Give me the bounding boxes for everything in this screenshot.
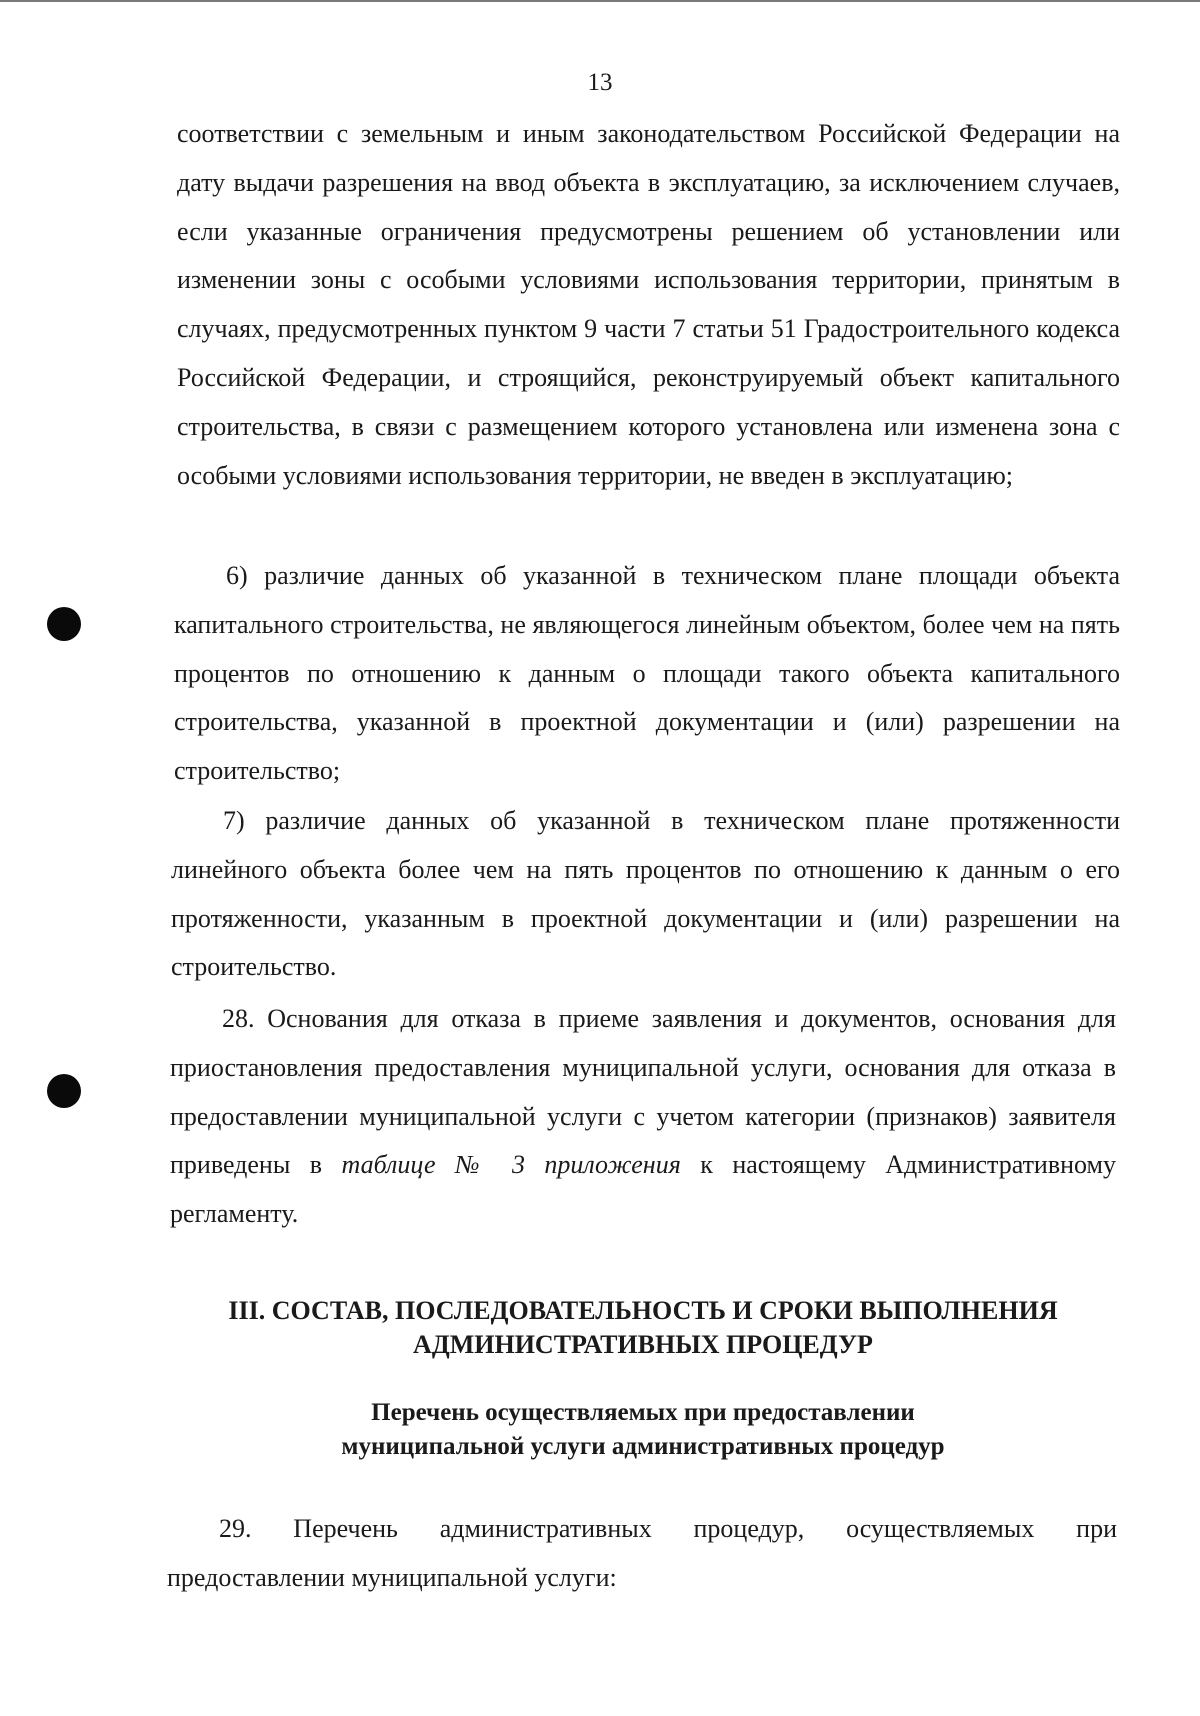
section-3-heading-line-2: АДМИНИСТРАТИВНЫХ ПРОЦЕДУР [413,1330,873,1359]
section-3-subheading-line-1: Перечень осуществляемых при предоставлении [371,1399,915,1426]
section-3-subheading [170,1396,1116,1464]
punch-hole-mark [47,1074,81,1108]
table-reference-link: таблице № 3 приложения [341,1150,681,1180]
paragraph-item-7: 7) различие данных об указанной в техническом плане протяженности линейного объекта более чем на пять процентов по отношению к данным о его протяженности, указанным в проектной документации и (или) разрешении на строительство. [171,806,1120,982]
paragraph-item-29: 29. Перечень административных процедур, осуществляемых при предоставлении муниципальной услуги: [167,1514,1117,1592]
page-number: 13 [587,69,613,96]
punch-hole-mark [47,607,81,641]
paragraph-28-text: 28. Основания для отказа в приеме заявления и документов, основания для приостановления предоставления муниципальной услуги, основания для отказа в предоставлении муниципальной услуги с учетом категории (признаков) заявителя приведены в [170,1004,1116,1180]
section-3-heading-line-1: III. СОСТАВ, ПОСЛЕДОВАТЕЛЬНОСТЬ И СРОКИ ВЫПОЛНЕНИЯ [228,1296,1058,1325]
section-3-heading [170,1294,1116,1362]
section-3-subheading-line-2: муниципальной услуги административных процедур [341,1433,945,1460]
paragraph-28-text-end: к настоящему Административному регламенту. [170,1150,1116,1229]
top-border-line [0,0,1200,2]
paragraph-continuation: соответствии с земельным и иным законодательством Российской Федерации на дату выдачи разрешения на ввод объекта в эксплуатацию, за исключением случаев, если указанные ограничения предусмотрены решением об установлении или изменении зоны с особыми условиями использования территории, принятым в случаях, предусмотренных пунктом 9 части 7 статьи 51 Градостроительного кодекса Российской Федерации, и строящийся, реконструируемый объект капитального строительства, в связи с размещением которого установлена или изменена зона с особыми условиями использования территории, не введен в эксплуатацию; [177,119,1120,490]
paragraph-item-6: 6) различие данных об указанной в техническом плане площади объекта капитального строительства, не являющегося линейным объектом, более чем на пять процентов по отношению к данным о площади такого объекта капитального строительства, указанной в проектной документации и (или) разрешении на строительство; [174,561,1120,786]
paragraph-item-28 [170,995,1116,1239]
